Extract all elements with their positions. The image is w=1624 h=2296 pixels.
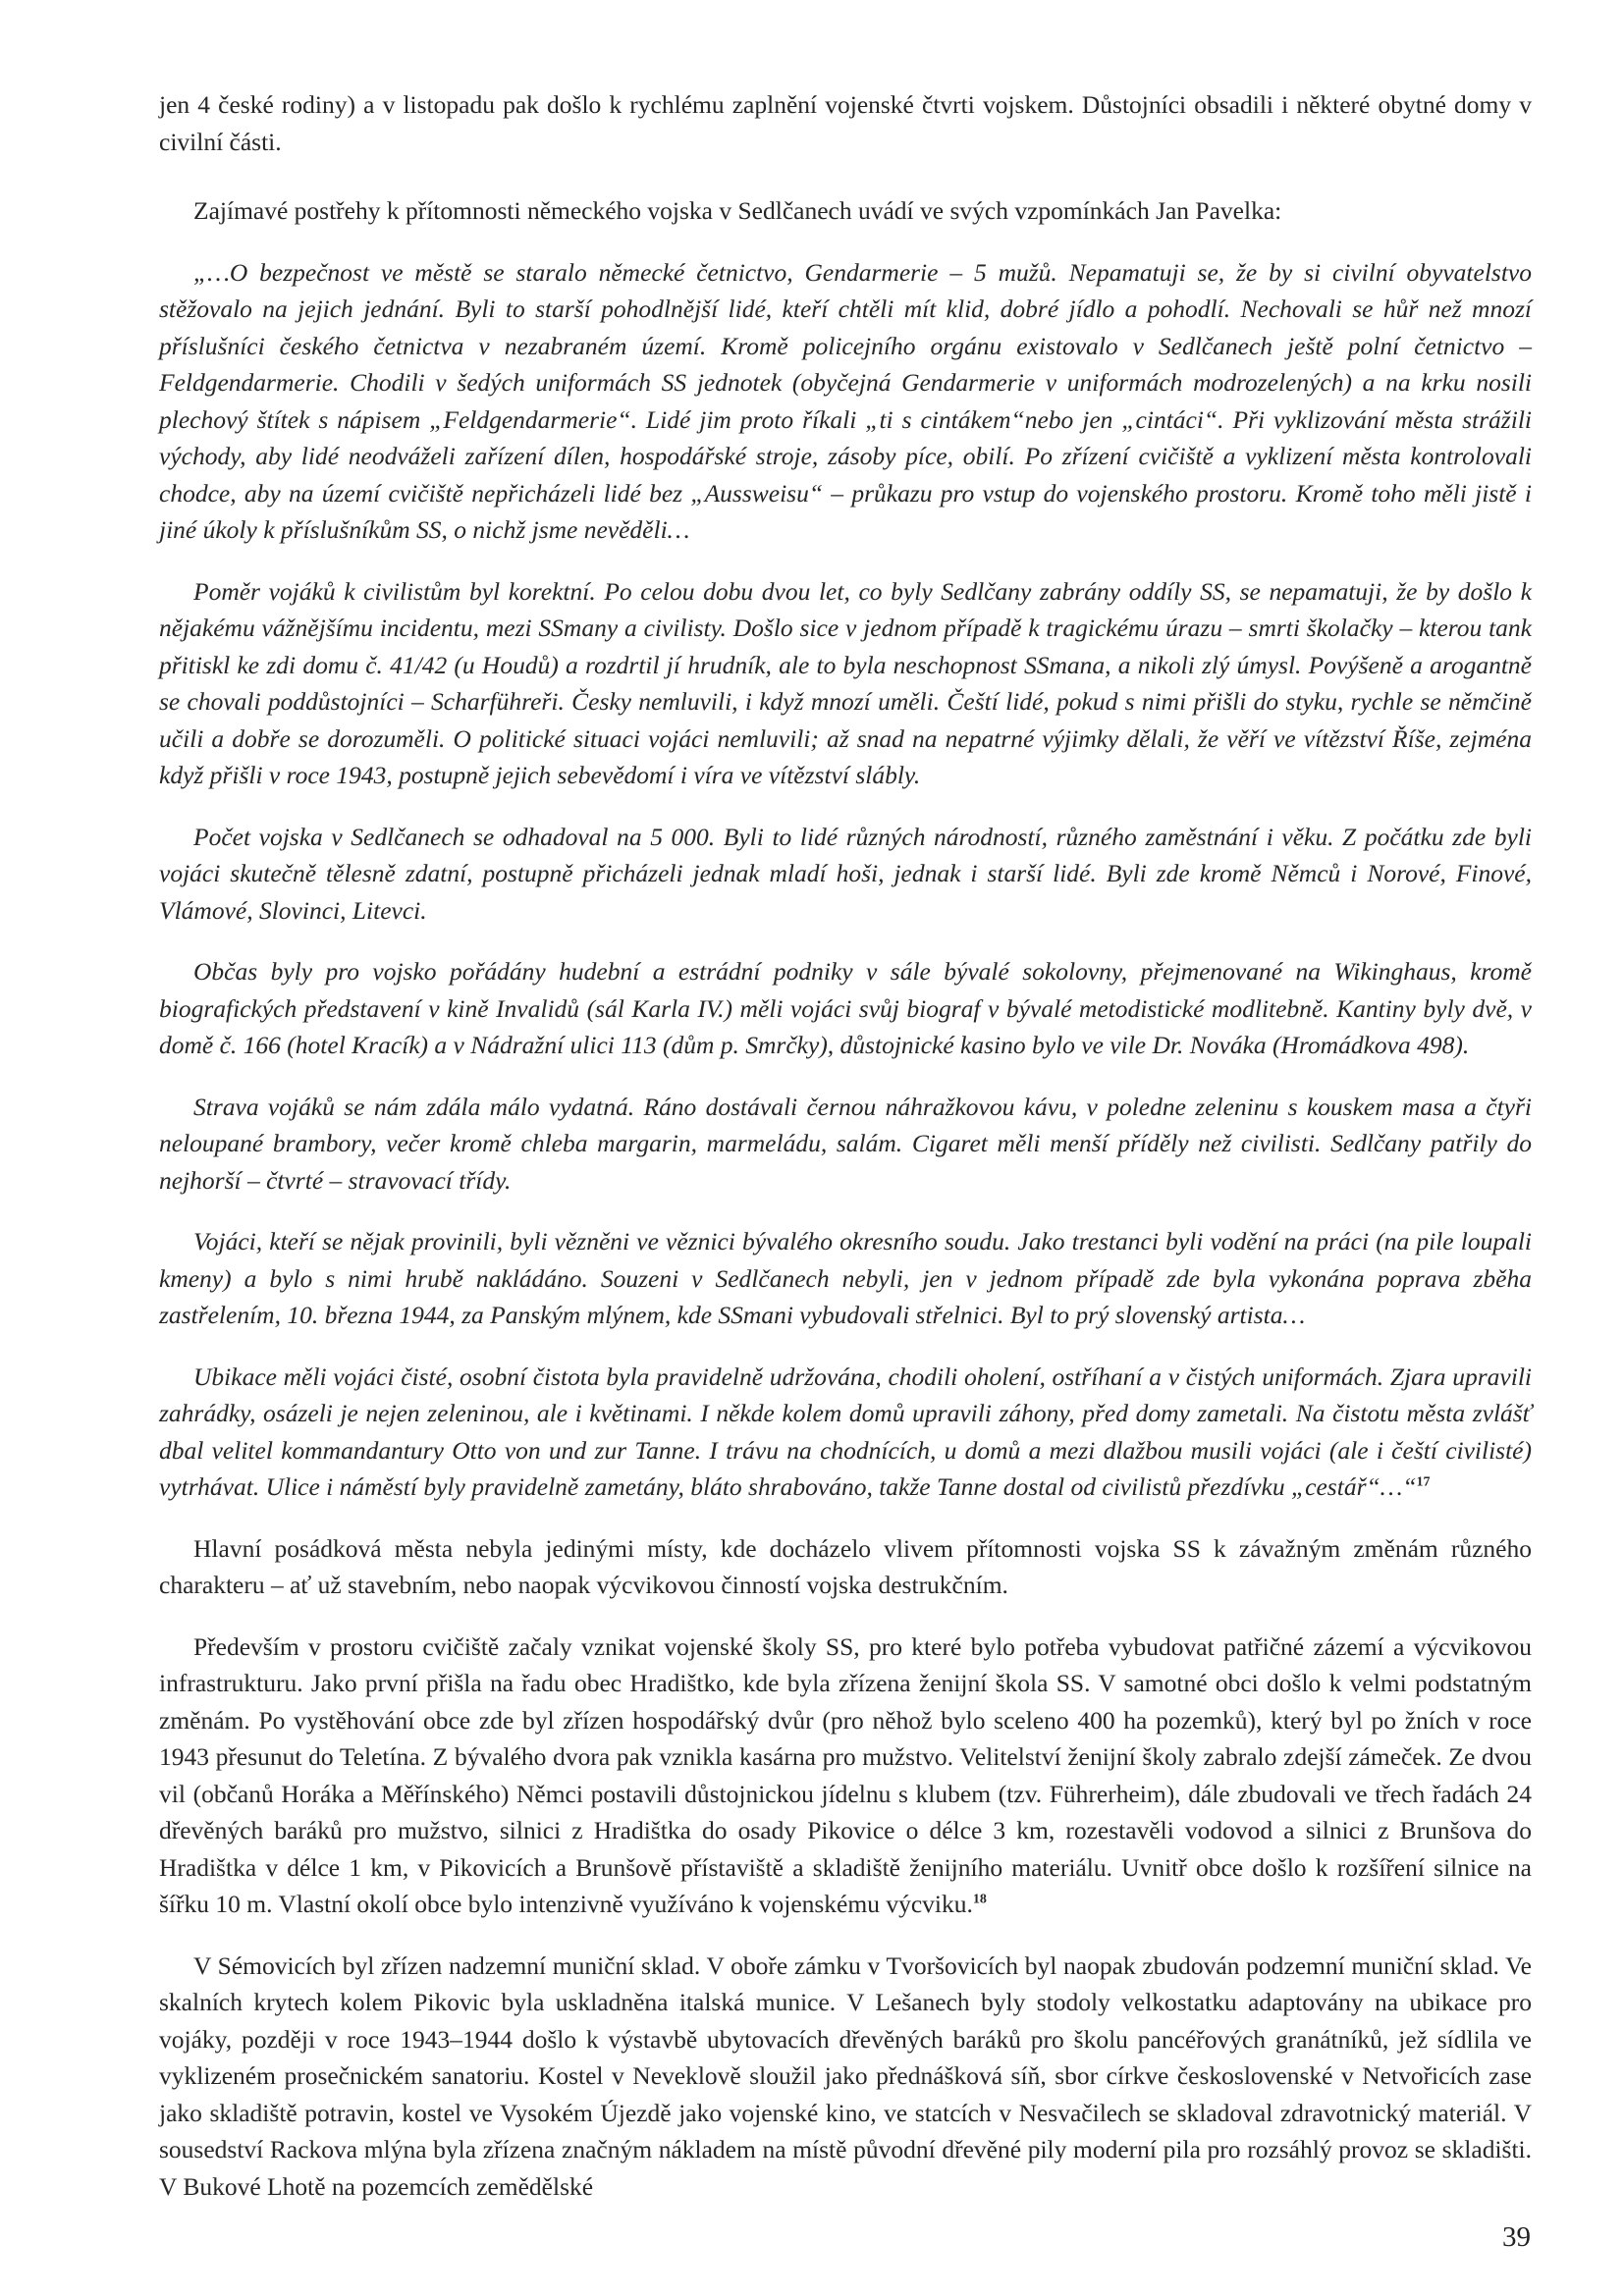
- quote-paragraph: Strava vojáků se nám zdála málo vydatná. Ráno dostávali černou náhražkovou kávu, v poledne zeleninu s kouskem masa a čtyři neloupané brambory, večer kromě chleba margarin, marmeládu, salám. Cigaret měli menší příděly než civilisti. Sedlčany patřily do nejhorší – čtvrté – stravovací třídy.: [159, 1092, 1532, 1195]
- paragraph: V Sémovicích byl zřízen nadzemní muniční sklad. V oboře zámku v Tvoršovicích byl naopak zbudován podzemní muniční sklad. Ve skalních krytech kolem Pikovic byla uskladněna italská munice. V Lešanech byly stodoly velkostatku adaptovány na ubikace pro vojáky, později v roce 1943–1944 došlo k výstavbě ubytovacích dřevěných baráků pro školu pancéřových granátníků, jež sídlila ve vyklizeném prosečnickém sanatoriu. Kostel v Neveklově sloužil jako přednášková síň, sbor církve československé v Netvořicích zase jako skladiště potravin, kostel ve Vysokém Újezdě jako vojenské kino, ve statcích v Nesvačilech se skladoval zdravotnický materiál. V sousedství Rackova mlýna byla zřízena značným nákladem na místě původní dřevěné pily moderní pila pro rozsáhlý provoz se skladišti. V Bukové Lhotě na pozemcích zemědělské: [159, 1950, 1532, 2201]
- paragraph: Hlavní posádková města nebyla jedinými místy, kde docházelo vlivem přítomnosti vojska SS k závažným změnám různého charakteru – ať už stavebním, nebo naopak výcvikovou činností vojska destrukčním.: [159, 1533, 1532, 1599]
- quote-paragraph: Vojáci, kteří se nějak provinili, byli vězněni ve věznici bývalého okresního soudu. Jako trestanci byli vodění na práci (na pile loupali kmeny) a bylo s nimi hrubě nakládáno. Souzeni v Sedlčanech nebyli, jen v jednom případě zde byla vykonána poprava zběha zastřelením, 10. března 1944, za Panským mlýnem, kde SSmani vybudovali střelnici. Byl to prý slovenský artista…: [159, 1227, 1532, 1329]
- page-number: 39: [1502, 2221, 1531, 2253]
- paragraph: Zajímavé postřehy k přítomnosti německého vojska v Sedlčanech uvádí ve svých vzpomínkách Jan Pavelka:: [193, 196, 1282, 225]
- quote-paragraph: Počet vojska v Sedlčanech se odhadoval na 5 000. Byli to lidé různých národností, různého zaměstnání i věku. Z počátku zde byli vojáci skutečně tělesně zdatní, postupně přicházeli jednak mladí hoši, jednak i starší lidé. Byli zde kromě Němců i Norové, Finové, Vlámové, Slovinci, Litevci.: [159, 822, 1532, 925]
- quote-paragraph: Poměr vojáků k civilistům byl korektní. Po celou dobu dvou let, co byly Sedlčany zabrány oddíly SS, se nepamatuji, že by došlo k nějakému vážnějšímu incidentu, mezi SSmany a civilisty. Došlo sice v jednom případě k tragickému úrazu – smrti školačky – kterou tank přitiskl ke zdi domu č. 41/42 (u Houdů) a rozdrtil jí hrudník, ale to byla neschopnost SSmana, a nikoli zlý úmysl. Povýšeně a arogantně se chovali poddůstojníci – Scharführeři. Česky nemluvili, i když mnozí uměli. Čeští lidé, pokud s nimi přišli do styku, rychle se němčině učili a dobře se dorozuměli. O politické situaci vojáci nemluvili; až snad na nepatrné výjimky dělali, že věří ve vítězství Říše, zejména když přišli v roce 1943, postupně jejich sebevědomí i víra ve vítězství slábly.: [159, 576, 1532, 789]
- quote-paragraph: „…O bezpečnost ve městě se staralo německé četnictvo, Gendarmerie – 5 mužů. Nepamatuji se, že by si civilní obyvatelstvo stěžovalo na jejich jednání. Byli to starší pohodlnější lidé, kteří chtěli mít klid, dobré jídlo a pohodlí. Nechovali se hůř než mnozí příslušníci českého četnictva v nezabraném území. Kromě policejního orgánu existovalo v Sedlčanech ještě polní četnictvo – Feldgendarmerie. Chodili v šedých uniformách SS jednotek (obyčejná Gendarmerie v uniformách modrozelených) a na krku nosili plechový štítek s nápisem „Feldgendarmerie“. Lidé jim proto říkali „ti s cintákem“nebo jen „cintáci“. Při vyklizování města strážili východy, aby lidé neodváželi zařízení dílen, hospodářské stroje, zásoby píce, obilí. Po zřízení cvičiště a vyklizení města kontrolovali chodce, aby na území cvičiště nepřicházeli lidé bez „Aussweisu“ – průkazu pro vstup do vojenského prostoru. Kromě toho měli jistě i jiné úkoly k příslušníkům SS, o nichž jsme nevěděli…: [159, 257, 1532, 544]
- quote-paragraph: Ubikace měli vojáci čisté, osobní čistota byla pravidelně udržována, chodili oholení, ostříhaní a v čistých uniformách. Zjara upravili zahrádky, osázeli je nejen zeleninou, ale i květinami. I někde kolem domů upravili záhony, před domy zametali. Na čistotu města zvlášť dbal velitel kommandantury Otto von und zur Tanne. I trávu na chodnících, u domů a mezi dlažbou musili vojáci (ale i čeští civilisté) vytrhávat. Ulice i náměstí byly pravidelně zametány, bláto shrabováno, takže Tanne dostal od civilistů přezdívku „cestář“…“$^{17}$: [159, 1362, 1532, 1501]
- paragraph: Především v prostoru cvičiště začaly vznikat vojenské školy SS, pro které bylo potřeba vybudovat patřičné zázemí a výcvikovou infrastrukturu. Jako první přišla na řadu obec Hradištko, kde byla zřízena ženijní škola SS. V samotné obci došlo k velmi podstatným změnám. Po vystěhování obce zde byl zřízen hospodářský dvůr (pro něhož bylo sceleno 400 ha pozemků), který byl po žních v roce 1943 přesunut do Teletína. Z bývalého dvora pak vznikla kasárna pro mužstvo. Velitelství ženijní školy zabralo zdejší zámeček. Ze dvou vil (občanů Horáka a Měřínského) Němci postavili důstojnickou jídelnu s klubem (tzv. Führerheim), dále zbudovali ve třech řadách 24 dřevěných baráků pro mužstvo, silnici z Hradištka do osady Pikovice o délce 3 km, rozestavěli vodovod a silnici z Brunšova do Hradištka v délce 1 km, v Pikovicích a Brunšově přístaviště a skladiště ženijního materiálu. Uvnitř obce došlo k rozšíření silnice na šířku 10 m. Vlastní okolí obce bylo intenzivně využíváno k vojenskému výcviku.$^{18}$: [159, 1631, 1532, 1918]
- footnote-marker: 17: [1416, 1474, 1431, 1490]
- text-column: [159, 86, 1532, 2229]
- paragraph: jen 4 české rodiny) a v listopadu pak došlo k rychlému zaplnění vojenské čtvrti vojskem. Důstojníci obsadili i některé obytné domy v civilní části.: [159, 90, 1532, 156]
- footnote-marker: 18: [972, 1892, 987, 1907]
- quote-paragraph: Občas byly pro vojsko pořádány hudební a estrádní podniky v sále bývalé sokolovny, přejmenované na Wikinghaus, kromě biografických představení v kině Invalidů (sál Karla IV.) měli vojáci svůj biograf v bývalé metodistické modlitebně. Kantiny byly dvě, v domě č. 166 (hotel Kracík) a v Nádražní ulici 113 (dům p. Smrčky), důstojnické kasino bylo ve vile Dr. Nováka (Hromádkova 498).: [159, 957, 1532, 1059]
